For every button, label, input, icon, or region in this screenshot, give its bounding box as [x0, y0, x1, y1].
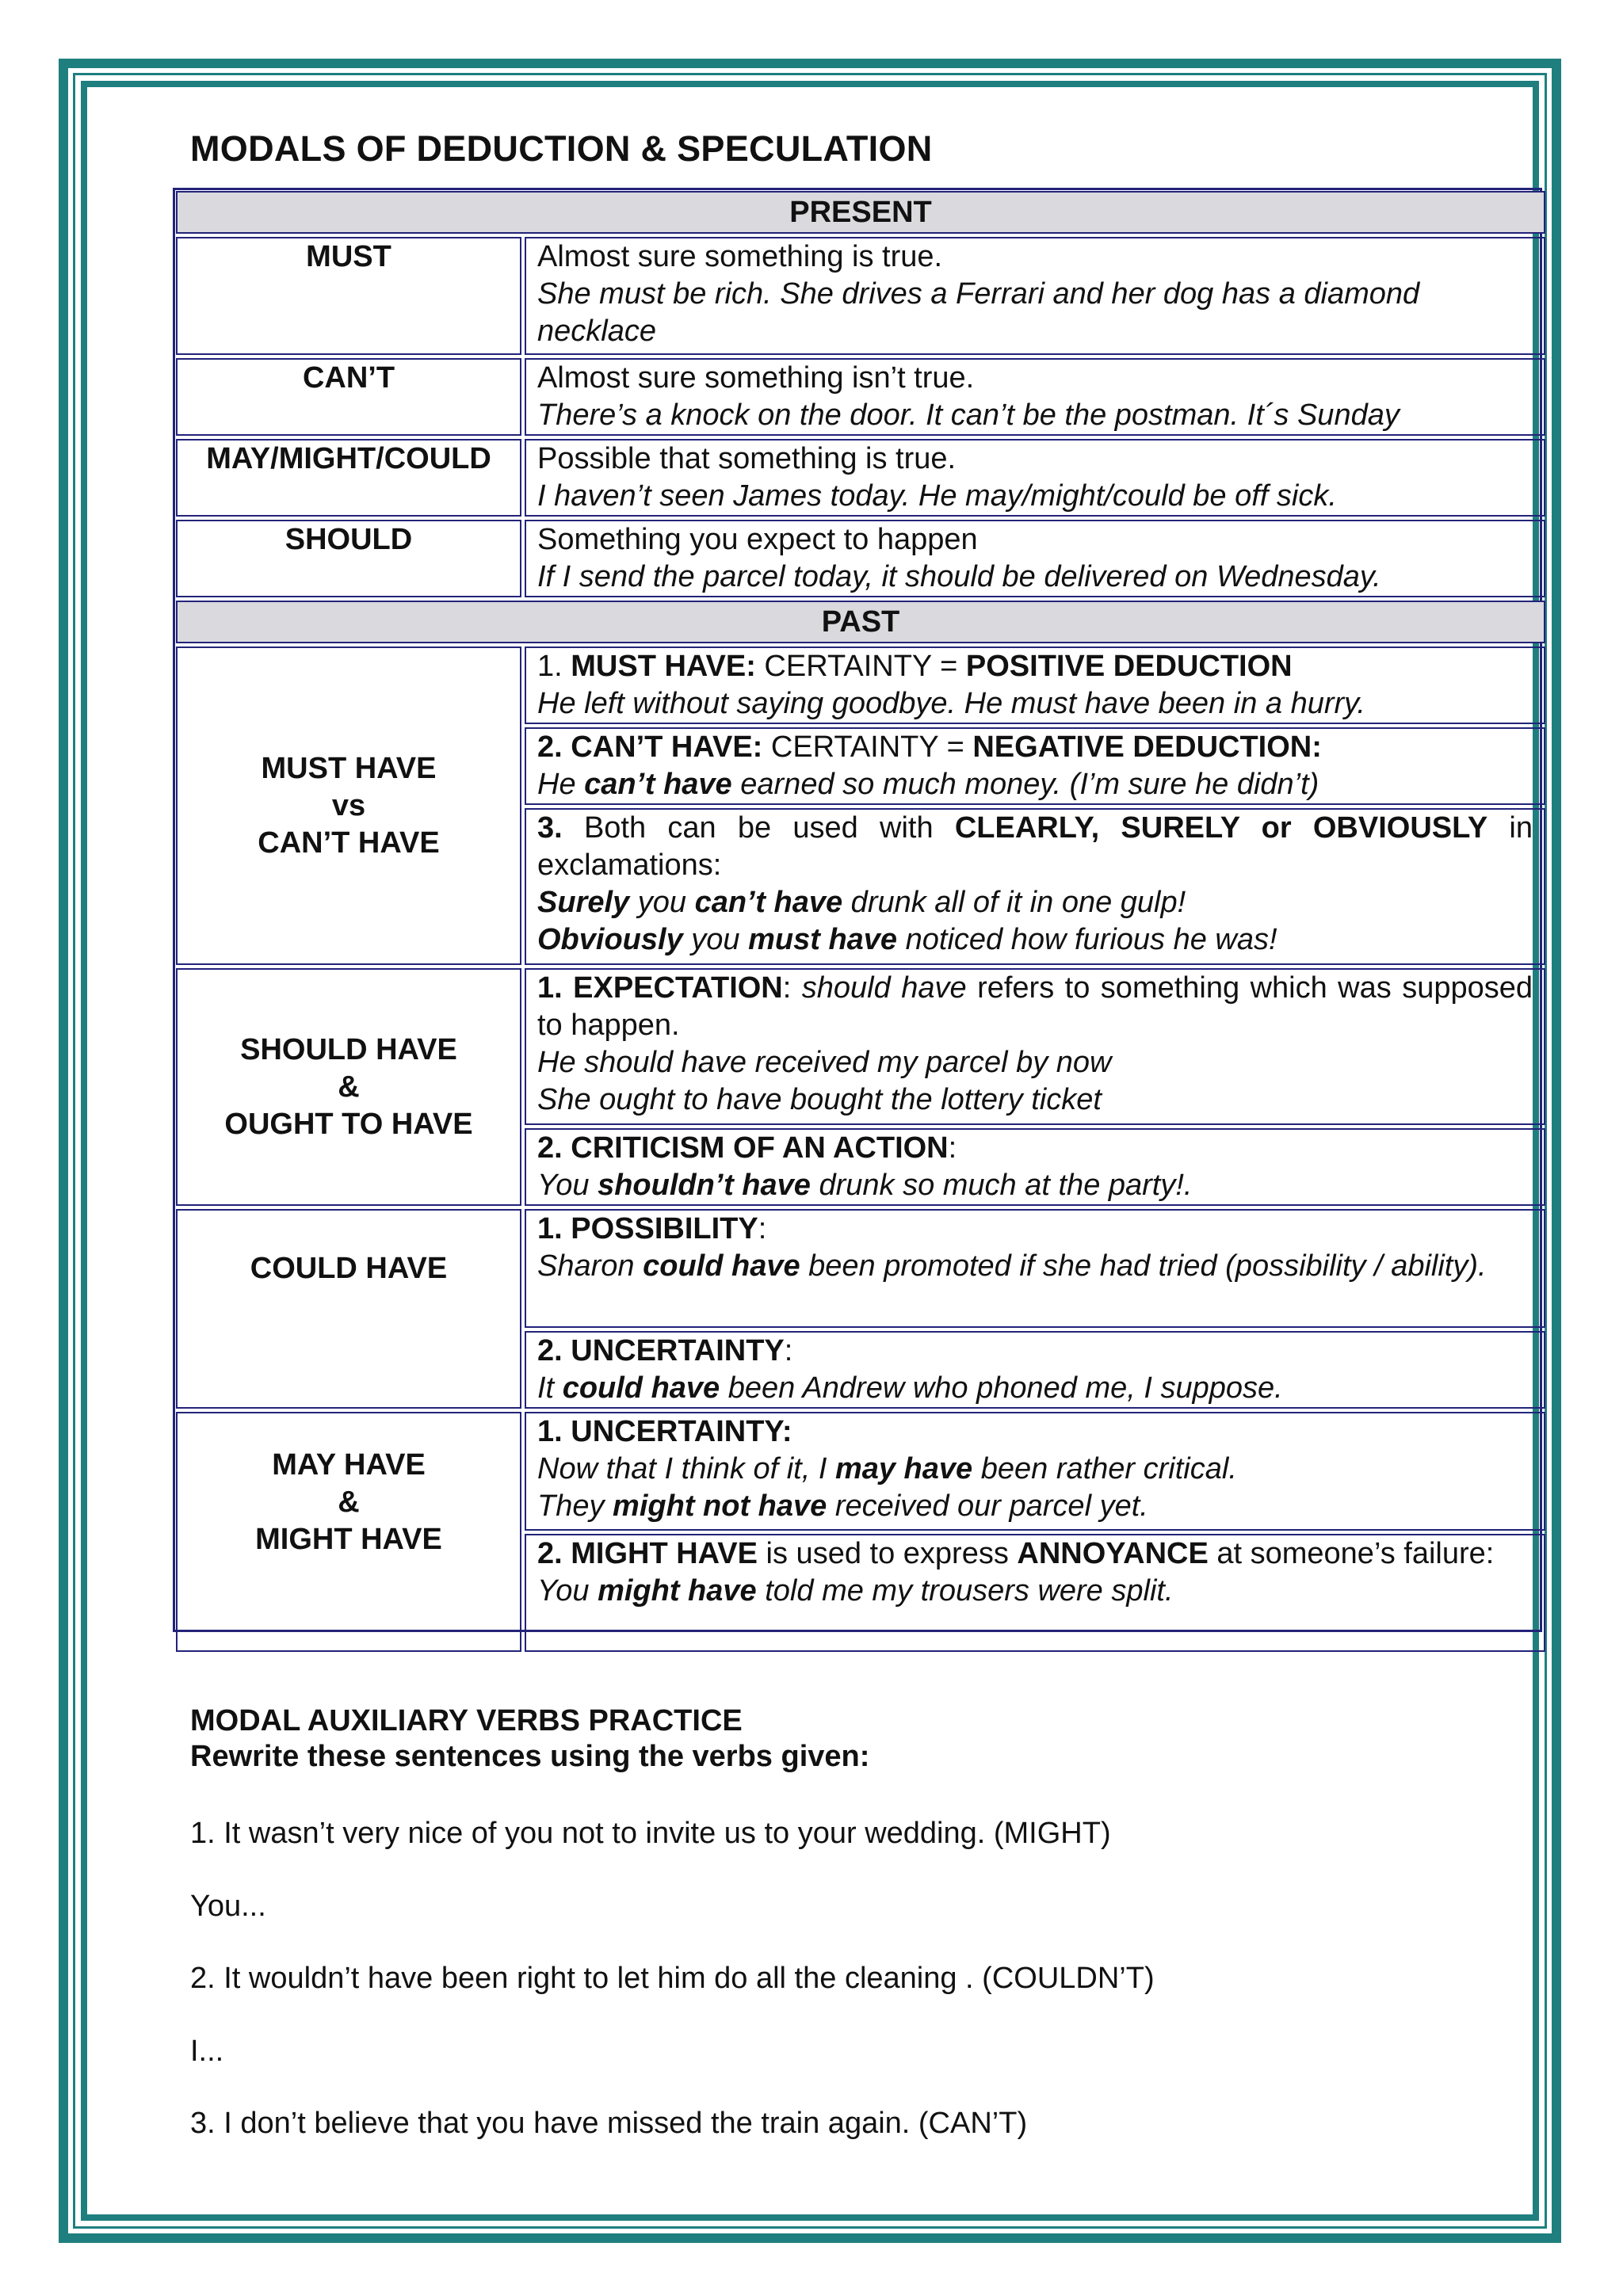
punctuation: :	[948, 1131, 957, 1165]
example-key: Surely	[537, 886, 630, 919]
example-part: you	[629, 886, 695, 919]
key-term: 2. CAN’T HAVE:	[537, 730, 763, 764]
example-part: drunk so much at the party!.	[810, 1169, 1193, 1202]
example-text	[537, 1248, 1533, 1285]
key-term: 2. MIGHT HAVE	[537, 1537, 758, 1570]
punctuation: :	[758, 1212, 767, 1245]
key-term: POSITIVE DEDUCTION	[965, 650, 1293, 683]
row-desc-may-might-could	[525, 439, 1545, 517]
label-line: &	[338, 1070, 360, 1104]
row-desc-should	[525, 520, 1545, 597]
label-line: COULD HAVE	[250, 1252, 448, 1285]
example-text	[537, 1573, 1533, 1610]
page-title: MODALS OF DEDUCTION & SPECULATION	[190, 128, 933, 169]
example-part: You	[537, 1574, 598, 1608]
row-desc-could-have-1	[525, 1209, 1545, 1328]
practice-item-3: 3. I don’t believe that you have missed the train again. (CAN’T)	[190, 2107, 1028, 2140]
practice-heading: MODAL AUXILIARY VERBS PRACTICE	[190, 1704, 743, 1737]
section-header-present: PRESENT	[176, 191, 1545, 234]
example-text	[537, 766, 1533, 803]
punctuation: :	[784, 1334, 793, 1367]
row-label-should-have	[176, 968, 521, 1206]
row-desc-cant	[525, 358, 1545, 436]
row-label-cant: CAN’T	[176, 358, 521, 436]
example-text: She must be rich. She drives a Ferrari and her dog has a diamond necklace	[537, 277, 1420, 348]
practice-section	[190, 1703, 1522, 1775]
example-text	[537, 921, 1533, 959]
row-label-may-have	[176, 1412, 521, 1652]
example-part: Sharon	[537, 1249, 643, 1283]
label-line: vs	[331, 788, 366, 822]
desc-text: is used to express	[758, 1537, 1018, 1570]
example-part: They	[537, 1489, 613, 1523]
key-term: ANNOYANCE	[1017, 1537, 1209, 1570]
practice-item-2: 2. It wouldn’t have been right to let him do all the cleaning . (COULDN’T)	[190, 1962, 1155, 1995]
item-number: 3.	[537, 811, 563, 845]
key-term: CLEARLY, SURELY or OBVIOUSLY	[954, 811, 1488, 845]
row-label-should: SHOULD	[176, 520, 521, 597]
label-line: MAY HAVE	[272, 1448, 426, 1482]
example-key: could have	[562, 1371, 720, 1405]
example-key: could have	[643, 1249, 800, 1283]
row-desc-may-have-2	[525, 1534, 1545, 1652]
practice-instructions: Rewrite these sentences using the verbs given:	[190, 1740, 870, 1773]
example-key: might have	[598, 1574, 757, 1608]
example-part: You	[537, 1169, 598, 1202]
example-part: drunk all of it in one gulp!	[842, 886, 1186, 919]
desc-text: Both can be used with	[562, 811, 955, 845]
row-label-may-might-could: MAY/MIGHT/COULD	[176, 439, 521, 517]
example-text	[537, 884, 1533, 921]
row-label-could-have	[176, 1209, 521, 1409]
label-line: OUGHT TO HAVE	[224, 1107, 473, 1141]
key-term: MUST HAVE:	[571, 650, 756, 683]
label-line: &	[338, 1486, 360, 1519]
example-part: He	[537, 768, 585, 801]
example-text: There’s a knock on the door. It can’t be the postman. It´s Sunday	[537, 399, 1400, 432]
example-text: If I send the parcel today, it should be delivered on Wednesday.	[537, 560, 1381, 593]
key-term: 1. POSSIBILITY	[537, 1212, 758, 1245]
desc-text: Possible that something is true.	[537, 442, 957, 475]
label-line: SHOULD HAVE	[240, 1032, 457, 1066]
example-text: He should have received my parcel by now	[537, 1046, 1112, 1079]
row-desc-could-have-2	[525, 1331, 1545, 1409]
row-desc-must-have-3	[525, 808, 1545, 965]
example-key: must have	[748, 923, 898, 956]
key-term: 1. EXPECTATION	[537, 971, 783, 1005]
example-part: noticed how furious he was!	[897, 923, 1277, 956]
example-key: can’t have	[584, 768, 732, 801]
desc-text: CERTAINTY =	[755, 650, 966, 683]
row-desc-should-have-1	[525, 968, 1545, 1125]
example-key: Obviously	[537, 923, 683, 956]
desc-text: Something you expect to happen	[537, 523, 978, 556]
example-key: may have	[834, 1452, 973, 1486]
example-part: It	[537, 1371, 563, 1405]
example-text	[537, 1488, 1533, 1525]
desc-text: Almost sure something isn’t true.	[537, 361, 975, 395]
example-text: He left without saying goodbye. He must have been in a hurry.	[537, 687, 1365, 720]
label-line: MUST HAVE	[261, 751, 437, 785]
example-text	[537, 1370, 1533, 1407]
row-desc-must-have-1	[525, 646, 1545, 724]
example-part: been Andrew who phoned me, I suppose.	[720, 1371, 1283, 1405]
key-term: NEGATIVE DEDUCTION:	[972, 730, 1322, 764]
practice-item-1: 1. It wasn’t very nice of you not to invite us to your wedding. (MIGHT)	[190, 1817, 1111, 1850]
example-text: I haven’t seen James today. He may/might/could be off sick.	[537, 479, 1337, 513]
row-desc-should-have-2	[525, 1128, 1545, 1206]
example-part: been promoted if she had tried (possibility / ability).	[800, 1249, 1487, 1283]
example-part: been rather critical.	[972, 1452, 1237, 1486]
key-term: 2. CRITICISM OF AN ACTION	[537, 1131, 949, 1165]
desc-text: refers to something which was supposed to happen.	[537, 971, 1533, 1042]
desc-text: in exclamations:	[537, 811, 1533, 882]
row-desc-may-have-1	[525, 1412, 1545, 1531]
row-desc-must	[525, 237, 1545, 355]
example-part: earned so much money. (I’m sure he didn’t)	[731, 768, 1319, 801]
section-header-past: PAST	[176, 601, 1545, 643]
example-part: received our parcel yet.	[827, 1489, 1148, 1523]
key-term: 1. UNCERTAINTY:	[537, 1415, 792, 1448]
modals-table	[173, 188, 1542, 1632]
desc-text: CERTAINTY =	[762, 730, 973, 764]
practice-answer-2: I...	[190, 2035, 224, 2068]
label-line: MIGHT HAVE	[255, 1523, 442, 1556]
example-key: can’t have	[694, 886, 843, 919]
desc-text: Almost sure something is true.	[537, 240, 943, 273]
row-label-must-have	[176, 646, 521, 965]
desc-text: at someone’s failure:	[1208, 1537, 1495, 1570]
example-key: might not have	[613, 1489, 827, 1523]
example-part: Now that I think of it, I	[537, 1452, 835, 1486]
key-term-italic: should have	[801, 971, 967, 1005]
example-part: told me my trousers were split.	[756, 1574, 1174, 1608]
label-line: CAN’T HAVE	[258, 826, 440, 860]
example-part: you	[682, 923, 749, 956]
example-text	[537, 1167, 1533, 1204]
example-text	[537, 1451, 1533, 1488]
punctuation: :	[782, 971, 802, 1005]
practice-answer-1: You...	[190, 1890, 266, 1923]
row-label-must: MUST	[176, 237, 521, 355]
example-text: She ought to have bought the lottery ticket	[537, 1083, 1102, 1116]
row-desc-must-have-2	[525, 727, 1545, 805]
example-key: shouldn’t have	[598, 1169, 811, 1202]
key-term: 2. UNCERTAINTY	[537, 1334, 785, 1367]
item-number: 1.	[537, 650, 571, 683]
